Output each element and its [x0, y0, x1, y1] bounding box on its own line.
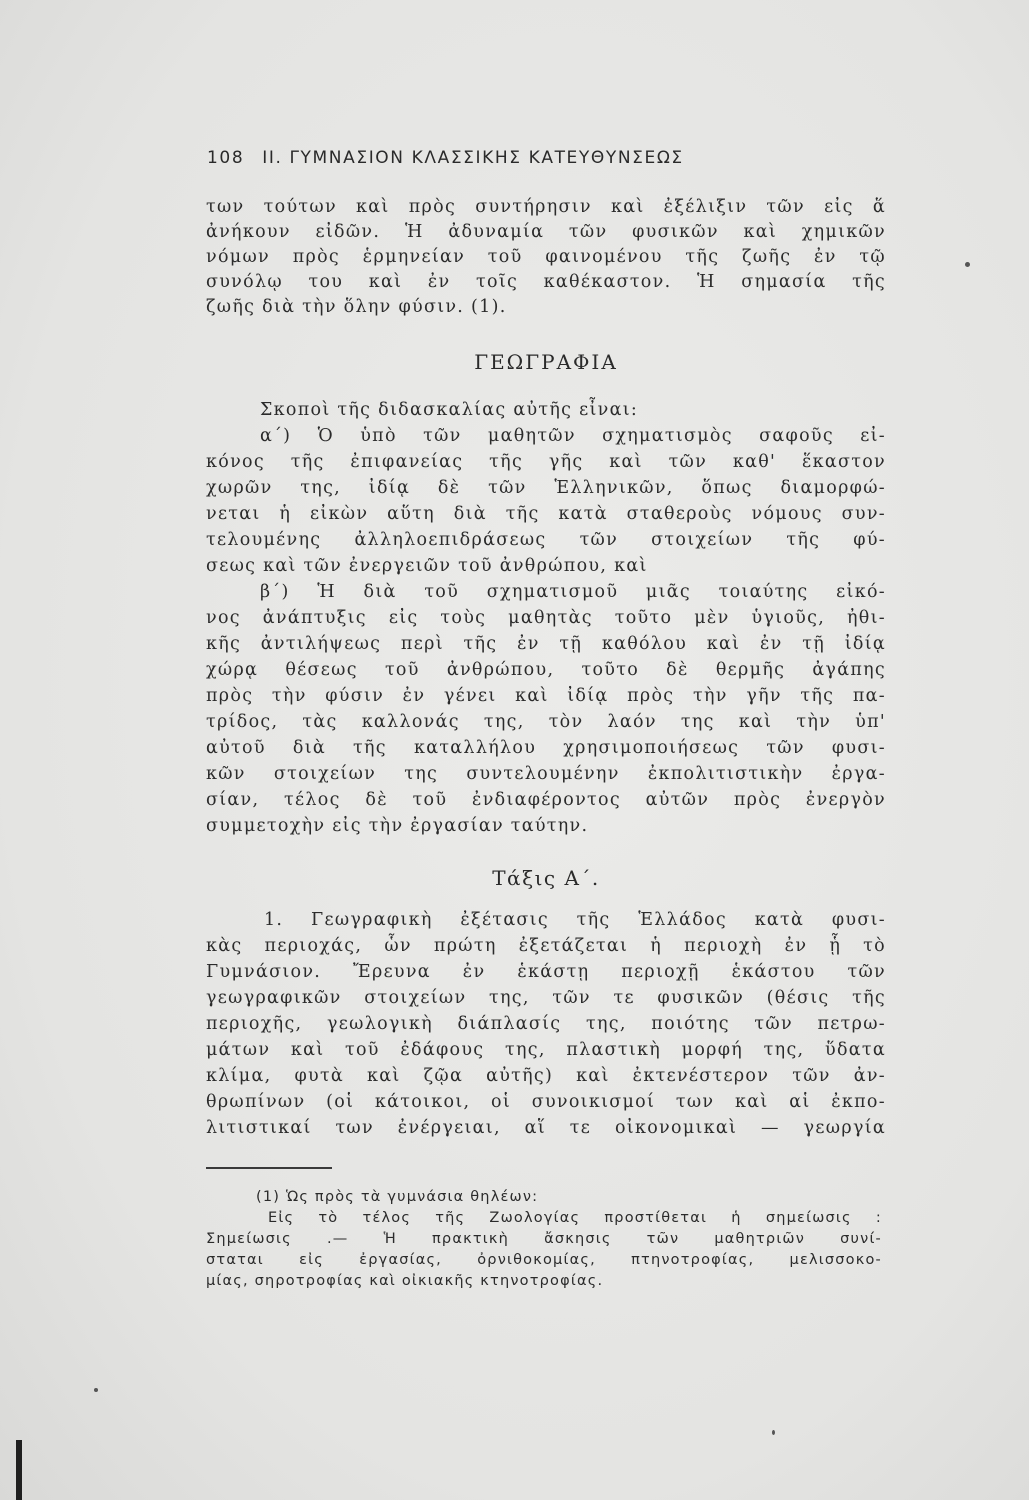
scan-edge-mark	[16, 1440, 22, 1500]
text-line: α΄) Ὁ ὑπὸ τῶν μαθητῶν σχηματισμὸς σαφοῦς εἰ-	[260, 426, 886, 446]
text-line: θρωπίνων (οἱ κάτοικοι, οἱ συνοικισμοί των καὶ αἱ ἐκπο-	[206, 1092, 886, 1112]
text-line: σίαν, τέλος δὲ τοῦ ἐνδιαφέροντος αὐτῶν πρὸς ἐνεργὸν	[206, 790, 886, 810]
text-line: κόνος τῆς ἐπιφανείας τῆς γῆς καὶ τῶν καθ' ἕκαστον	[206, 452, 886, 472]
text-line: συνόλῳ του καὶ ἐν τοῖς καθέκαστον. Ἡ σημασία τῆς	[206, 272, 886, 292]
text-line: αὐτοῦ διὰ τῆς καταλλήλου χρησιμοποιήσεως τῶν φυσι-	[206, 738, 886, 758]
footnote-line: (1) Ὡς πρὸς τὰ γυμνάσια θηλέων:	[256, 1189, 539, 1205]
text-line: β΄) Ἡ διὰ τοῦ σχηματισμοῦ μιᾶς τοιαύτης εἰκό-	[260, 582, 886, 602]
text-line: κλίμα, φυτὰ καὶ ζῷα αὐτῆς) καὶ ἐκτενέστερον τῶν ἀν-	[206, 1066, 886, 1086]
running-head-title: ΙΙ. ΓΥΜΝΑΣΙΟΝ ΚΛΑΣΣΙΚΗΣ ΚΑΤΕΥΘΥΝΣΕΩΣ	[262, 148, 684, 168]
scan-speck	[772, 1430, 775, 1435]
text-line: χωρῶν της, ἰδίᾳ δὲ τῶν Ἑλληνικῶν, ὅπως διαμορφώ-	[206, 478, 886, 498]
text-line: περιοχῆς, γεωλογικὴ διάπλασίς της, ποιότης τῶν πετρω-	[206, 1014, 886, 1034]
text-line: των τούτων καὶ πρὸς συντήρησιν καὶ ἐξέλιξιν τῶν εἰς ἅ	[206, 197, 886, 217]
class-heading: Τάξις Α΄.	[492, 866, 600, 890]
text-line: χώρᾳ θέσεως τοῦ ἀνθρώπου, τοῦτο δὲ θερμῆς ἀγάπης	[206, 660, 886, 680]
running-head	[207, 148, 827, 168]
text-line: Γυμνάσιον. Ἔρευνα ἐν ἑκάστῃ περιοχῇ ἑκάστου τῶν	[206, 962, 886, 982]
footnote-rule	[206, 1167, 332, 1169]
footnote-line: Σημείωσις .— Ἡ πρακτικὴ ἄσκησις τῶν μαθητριῶν συνί-	[206, 1231, 882, 1247]
text-line: κὰς περιοχάς, ὧν πρώτη ἐξετάζεται ἡ περιοχὴ ἐν ᾗ τὸ	[206, 936, 886, 956]
text-line: κῆς ἀντιλήψεως περὶ τῆς ἐν τῇ καθόλου καὶ ἐν τῇ ἰδίᾳ	[206, 634, 886, 654]
text-line: συμμετοχὴν εἰς τὴν ἐργασίαν ταύτην.	[206, 816, 589, 836]
footnote-line: σταται εἰς ἐργασίας, ὀρνιθοκομίας, πτηνοτροφίας, μελισσοκο-	[206, 1252, 882, 1268]
text-line: νος ἀνάπτυξις εἰς τοὺς μαθητὰς τοῦτο μὲν ὑγιοῦς, ἠθι-	[206, 608, 886, 628]
text-line: 1. Γεωγραφικὴ ἐξέτασις τῆς Ἑλλάδος κατὰ φυσι-	[264, 910, 886, 930]
text-line: νεται ἡ εἰκὼν αὕτη διὰ τῆς κατὰ σταθεροὺς νόμους συν-	[206, 504, 886, 524]
text-line: ζωῆς διὰ τὴν ὅλην φύσιν. (1).	[206, 297, 507, 317]
scan-speck	[94, 1388, 98, 1392]
text-line: νόμων πρὸς ἑρμηνείαν τοῦ φαινομένου τῆς ζωῆς ἐν τῷ	[206, 247, 886, 267]
footnote-line: μίας, σηροτροφίας καὶ οἰκιακῆς κτηνοτροφίας.	[206, 1273, 604, 1289]
text-line: μάτων καὶ τοῦ ἐδάφους της, πλαστικὴ μορφή της, ὕδατα	[206, 1040, 886, 1060]
text-line: τρίδος, τὰς καλλονάς της, τὸν λαόν της καὶ τὴν ὑπ'	[206, 712, 886, 732]
text-line: τελουμένης ἀλληλοεπιδράσεως τῶν στοιχείων τῆς φύ-	[206, 530, 886, 550]
text-line: Σκοποὶ τῆς διδασκαλίας αὐτῆς εἶναι:	[260, 400, 639, 420]
text-line: λιτιστικαί των ἐνέργειαι, αἵ τε οἰκονομικαὶ — γεωργία	[206, 1118, 886, 1138]
page-number: 108	[207, 148, 245, 168]
text-line: πρὸς τὴν φύσιν ἐν γένει καὶ ἰδίᾳ πρὸς τὴν γῆν τῆς πα-	[206, 686, 886, 706]
text-line: κῶν στοιχείων της συντελουμένην ἐκπολιτιστικὴν ἐργα-	[206, 764, 886, 784]
text-line: σεως καὶ τῶν ἐνεργειῶν τοῦ ἀνθρώπου, καὶ	[206, 556, 648, 576]
footnote-line: Εἰς τὸ τέλος τῆς Ζωολογίας προστίθεται ἡ σημείωσις :	[268, 1210, 882, 1226]
scan-speck	[965, 262, 970, 267]
section-heading: ΓΕΩΓΡΑΦΙΑ	[474, 350, 618, 374]
text-line: γεωγραφικῶν στοιχείων της, τῶν τε φυσικῶν (θέσις τῆς	[206, 988, 886, 1008]
text-line: ἀνήκουν εἰδῶν. Ἡ ἀδυναμία τῶν φυσικῶν καὶ χημικῶν	[206, 222, 886, 242]
